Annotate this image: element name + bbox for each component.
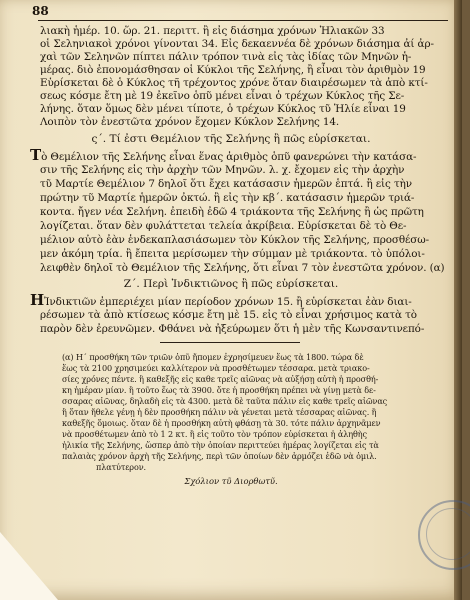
- text-line: σιν τῆς Σελήνης εἰς τὴν ἀρχὴν τῶν Μηνῶν. λ. χ. ἔχομεν εἰς τὴν ἀρχὴν: [40, 164, 405, 176]
- text-line: Λοιπὸν τὸν ἐνεστῶτα χρόνον ἔχομεν Κύκλον Σελήνης 14.: [40, 116, 340, 128]
- text-line: λειφθὲν δηλοῖ τὸ Θεμέλιον τῆς Σελήνης, ὅτι εἶναι 7 τὸν ἐνεστῶτα χρόνον. (α): [40, 262, 445, 274]
- footnote-signature: Σχόλιον τῦ Διορθωτῦ.: [184, 476, 278, 486]
- page-number: 88: [32, 4, 49, 18]
- footnote-line: ἕως τὰ 2100 χρησιμεύει καλλίτερον νὰ προσθέτωμεν τέσσαρα. μετὰ τριακο-: [62, 363, 370, 373]
- footnote-line: καθεξῆς ὅμοιως. ὅταν δὲ ἡ προσθήκη αὐτὴ φθάσῃ τὰ 30. τότε πάλιν ἀρχηνᾶμεν: [62, 418, 381, 428]
- text-line: πρώτην τῦ Μαρτίε ἡμερῶν ὀκτώ. ἢ εἰς τὴν κβ΄. κατάσασιν ἡμερῶν τριά-: [40, 192, 415, 204]
- footnote-line: σίες χρόνες πέντε. ἢ καθεξῆς εἰς καθε τρεῖς αἰῶνας νὰ αὐξήσῃ αὐτὴ ἡ προσθή-: [62, 374, 379, 384]
- text-line: Εὑρίσκεται δὲ ὁ Κύκλος τῆ τρέχοντος χρόνε ὅταν διαιρέσωμεν τὰ ἀπὸ κτί-: [40, 77, 428, 89]
- footnote-line: ἢ ὅταν ἤθελε γένῃ ἡ δὲν προσθήκη πάλιν νὰ γένεται μετὰ τέσσαρας αἰῶνας. ἢ: [62, 407, 377, 417]
- footnote-line: σσαρας αἰῶνας, δηλαδὴ εἰς τὰ 4300. μετὰ δὲ ταῦτα πάλιν εἰς καθε τρεῖς αἰῶνας: [62, 396, 388, 406]
- text-line: χαὶ τῶν Σεληνῶν πίπτει πάλιν τρόπον τινὰ εἰς τὰς ἰδίας τῶν Μηνῶν ἡ-: [40, 51, 412, 63]
- text-line: μεν ἀκόμη τρία. ἢ ἔπειτα μερίσωμεν τὴν σύμμαν μὲ τριάκοντα. τὸ ὑπόλοι-: [40, 248, 425, 260]
- library-stamp-ring: [426, 508, 470, 560]
- library-stamp: [418, 500, 470, 570]
- footnote-line: παλαιὰς χρόνον ἀρχὴ τῆς Σελήνης, περὶ τῶν ὁποίων δὲν ἀρμόζει ἐδῶ νὰ ὁμιλ.: [62, 451, 377, 461]
- section-heading: Ζ΄. Περὶ Ἰνδικτιῶνος ἢ πῶς εὑρίσκεται.: [123, 278, 339, 290]
- footnote-line: πλατύτερον.: [96, 462, 147, 472]
- text-line: κοντα. ἤγεν νέα Σελήνη. ἐπειδὴ ἐδῶ 4 τριάκοντα τῆς Σελήνης ἢ ὡς πρῶτη: [40, 206, 424, 218]
- footnote-line: κη ἡμέραν μίαν. ἢ τοῦτο ἕως τὰ 3900. ὅτε ἡ προσθήκη πρέπει νὰ γίνῃ μετὰ δε-: [62, 385, 376, 395]
- footnote-separator: [160, 342, 300, 343]
- text-line: λήνης. ὅταν ὅμως δὲν μένει τίποτε, ὁ τρέχων Κύκλος τῦ Ἡλίε εἶναι 19: [40, 103, 406, 115]
- drop-initial: Τ: [30, 146, 42, 164]
- footnote-line: (α) Η΄ προσθήκη τῶν τριῶν ὁπῦ ἤπομεν ἐχρησίμευεν ἕως τὰ 1800. τώρα δὲ: [62, 352, 364, 362]
- footnote-line: νὰ προσθέτωμεν ἀπὸ τὸ 1 2 κτ. ἢ εἰς τοῦτο τὸν τρόπον εὑρίσκεται ἡ ἀληθὴς: [62, 429, 367, 439]
- text-line: λογίζεται. ὅταν δὲν φυλάττεται τελεία ἀκρίβεια. Εὑρίσκεται δὲ τὸ Θε-: [40, 220, 407, 232]
- text-line: σεως κόσμε ἔτη μὲ 19 ἐκεῖνο ὁπῦ μένει εἶναι ὁ τρέχων Κύκλος τῆς Σε-: [40, 90, 405, 102]
- footnote-line: ἡλικία τῆς Σελήνης, ὥσπερ ἀπὸ τὴν ὁποίαν περιττεύει ἡμέρας λογίζεται εἰς τὰ: [62, 440, 379, 450]
- text-line-content: ὸ Θεμέλιον τῆς Σελήνης εἶναι ἕνας ἀριθμὸς ὁπῦ φανερώνει τὴν κατάσα-: [41, 151, 417, 163]
- text-line: οἱ Σεληνιακοὶ χρόνοι γίνονται 34. Εἰς δεκαεννέα δὲ χρόνων διάσημα ἀί ἀρ-: [40, 38, 434, 50]
- drop-initial: Η: [30, 291, 45, 309]
- page-corner-fold: [0, 532, 58, 600]
- text-line-content: Ἰνδικτιῶν ἐμπεριέχει μίαν περίοδον χρόνων 15. ἢ εὑρίσκεται ἐὰν διαι-: [44, 296, 412, 308]
- text-line: λιακὴ ἡμέρ. 10. ὥρ. 21. περιττ. ἢ εἰς διάσημα χρόνων Ἡλιακῶν 33: [40, 25, 385, 37]
- text-line: ρέσωμεν τὰ ἀπὸ κτίσεως κόσμε ἔτη μὲ 15. εἰς τὸ εἶναι χρήσιμος κατὰ τὸ: [40, 309, 417, 321]
- text-line-first: [30, 146, 417, 164]
- section-heading: ς΄. Τί ἐστι Θεμέλιον τῆς Σελήνης ἢ πῶς εὑρίσκεται.: [91, 133, 371, 145]
- text-line: τῦ Μαρτίε Θεμέλιον 7 δηλοῖ ὅτι ἔχει κατάσασιν ἡμερῶν ἑπτά. ἢ εἰς τὴν: [40, 178, 412, 190]
- header-rule: [38, 20, 448, 21]
- text-line-first: [30, 291, 412, 309]
- text-line: παρὸν δὲν ἐρευνῶμεν. Φθάνει νὰ ἠξεύρωμεν ὅτι ἡ μὲν τῆς Κωνσαντινεπό-: [40, 323, 425, 335]
- text-line: μέλιον αὐτὸ ἐὰν ἑνδεκαπλασιάσωμεν τὸν Κύκλον τῆς Σελήνης, προσθέσω-: [40, 234, 430, 246]
- text-line: μέρας. διὸ ἐπονομάσθησαν οἱ Κύκλοι τῆς Σελήνης, ἢ εἶναι τὸν ἀριθμὸν 19: [40, 64, 426, 76]
